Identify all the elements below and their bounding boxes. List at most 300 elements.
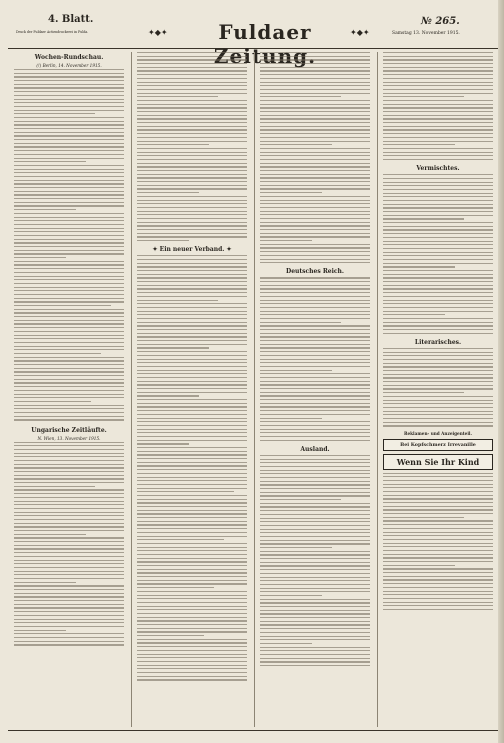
text-line: [383, 374, 493, 375]
text-line: [260, 459, 370, 460]
text-line: [14, 541, 124, 542]
section-heading: Vermischtes.: [416, 165, 460, 173]
text-line: [137, 572, 247, 573]
article-text: [14, 69, 124, 421]
text-line: [137, 583, 247, 584]
text-line: [260, 406, 370, 407]
text-line: [137, 609, 247, 610]
text-line: [260, 514, 370, 515]
text-line: [137, 440, 247, 441]
text-line: [137, 170, 247, 171]
text-line: [14, 110, 124, 111]
text-line: [137, 174, 247, 175]
text-line: [137, 126, 247, 127]
text-line: [260, 414, 370, 415]
text-line: [260, 333, 370, 334]
text-line: [383, 318, 493, 319]
text-line: [260, 118, 370, 119]
text-line: [260, 617, 370, 618]
text-line: [137, 528, 247, 529]
text-line: [137, 576, 247, 577]
text-line: [260, 370, 332, 371]
text-line: [137, 631, 247, 632]
text-line: [14, 405, 124, 406]
text-line: [383, 484, 493, 485]
text-line: [260, 133, 370, 134]
text-line: [383, 126, 493, 127]
section-heading: Ungarische Zeitläufte.: [31, 426, 107, 434]
text-line: [14, 298, 124, 299]
text-line: [14, 312, 124, 313]
text-line: [137, 499, 247, 500]
text-line: [260, 643, 312, 644]
text-line: [260, 288, 370, 289]
text-line: [137, 351, 247, 352]
text-line: [137, 207, 247, 208]
text-line: [260, 211, 370, 212]
text-line: [260, 126, 370, 127]
text-line: [137, 93, 247, 94]
text-line: [383, 524, 493, 525]
text-line: [14, 560, 124, 561]
text-line: [383, 572, 493, 573]
text-line: [137, 547, 247, 548]
text-line: [137, 650, 247, 651]
text-line: [14, 456, 124, 457]
text-line: [383, 400, 493, 401]
text-line: [14, 165, 124, 166]
text-line: [260, 281, 370, 282]
text-line: [14, 290, 124, 291]
issue-date: Samstag 13. November 1915.: [392, 31, 460, 36]
text-line: [383, 587, 493, 588]
text-line: [137, 654, 247, 655]
text-line: [383, 535, 493, 536]
text-line: [14, 364, 124, 365]
text-line: [14, 95, 124, 96]
text-line: [260, 658, 370, 659]
text-line: [137, 218, 247, 219]
text-line: [383, 281, 493, 282]
text-line: [260, 155, 370, 156]
text-line: [137, 406, 247, 407]
text-line: [383, 352, 493, 353]
text-line: [14, 360, 124, 361]
text-line: [137, 558, 247, 559]
text-line: [260, 185, 370, 186]
text-line: [14, 73, 124, 74]
text-line: [383, 333, 493, 334]
text-line: [137, 229, 247, 230]
text-line: [14, 530, 124, 531]
text-line: [260, 159, 370, 160]
text-line: [137, 155, 247, 156]
text-line: [383, 385, 493, 386]
text-line: [14, 589, 124, 590]
text-line: [14, 113, 95, 114]
text-line: [383, 263, 493, 264]
text-line: [383, 355, 493, 356]
text-line: [137, 78, 247, 79]
newspaper-title: Fuldaer: [218, 20, 312, 44]
text-line: [260, 329, 370, 330]
text-line: [137, 307, 247, 308]
text-line: [14, 626, 124, 627]
text-line: [14, 486, 95, 487]
text-line: [137, 436, 247, 437]
text-line: [14, 217, 124, 218]
text-line: [14, 556, 124, 557]
text-line: [383, 56, 493, 57]
text-line: [137, 152, 247, 153]
text-line: [137, 118, 247, 119]
text-line: [383, 480, 493, 481]
text-line: [260, 565, 370, 566]
text-line: [14, 239, 124, 240]
text-line: [14, 445, 124, 446]
text-line: [14, 150, 124, 151]
text-line: [137, 311, 247, 312]
column-2: [137, 52, 247, 683]
text-line: [137, 274, 247, 275]
text-line: [383, 63, 493, 64]
text-line: [137, 325, 247, 326]
article-text: [137, 255, 247, 680]
text-line: [260, 532, 370, 533]
text-line: [14, 371, 124, 372]
text-line: [137, 421, 247, 422]
text-line: [383, 348, 493, 349]
text-line: [383, 222, 493, 223]
text-line: [383, 296, 493, 297]
text-line: [383, 152, 493, 153]
text-line: [14, 353, 101, 354]
text-line: [137, 163, 247, 164]
text-line: [14, 644, 124, 645]
text-line: [137, 96, 218, 97]
text-line: [137, 624, 247, 625]
text-line: [383, 513, 493, 514]
text-line: [137, 635, 204, 636]
text-line: [383, 502, 493, 503]
text-line: [137, 414, 247, 415]
text-line: [383, 185, 493, 186]
text-line: [383, 414, 493, 415]
text-line: [260, 314, 370, 315]
text-line: [14, 180, 124, 181]
text-line: [14, 574, 124, 575]
text-line: [14, 460, 124, 461]
text-line: [137, 285, 247, 286]
column-rule: [254, 52, 255, 727]
text-line: [137, 89, 247, 90]
text-line: [14, 268, 124, 269]
text-line: [137, 425, 247, 426]
text-line: [14, 154, 124, 155]
text-line: [137, 488, 247, 489]
text-line: [14, 394, 124, 395]
text-line: [14, 641, 124, 642]
text-line: [14, 276, 124, 277]
text-line: [383, 204, 493, 205]
text-line: [14, 519, 124, 520]
text-line: [260, 78, 370, 79]
text-line: [14, 585, 124, 586]
text-line: [383, 322, 493, 323]
text-line: [14, 250, 124, 251]
text-line: [137, 550, 247, 551]
text-line: [137, 314, 247, 315]
text-line: [137, 642, 247, 643]
text-line: [260, 647, 370, 648]
text-line: [383, 59, 493, 60]
text-line: [260, 610, 370, 611]
text-line: [137, 569, 247, 570]
text-line: [14, 202, 124, 203]
text-line: [260, 366, 370, 367]
dateline: N. Wien, 13. November 1915.: [37, 435, 101, 441]
text-line: [137, 524, 247, 525]
text-line: [383, 598, 493, 599]
text-line: [260, 89, 370, 90]
text-line: [137, 296, 247, 297]
text-line: [14, 224, 124, 225]
text-line: [260, 429, 370, 430]
text-line: [260, 525, 370, 526]
text-line: [14, 512, 124, 513]
text-line: [14, 279, 124, 280]
text-line: [383, 520, 493, 521]
text-line: [260, 551, 370, 552]
text-line: [14, 191, 124, 192]
text-line: [260, 141, 370, 142]
text-line: [383, 118, 493, 119]
text-line: [14, 390, 124, 391]
text-line: [260, 521, 370, 522]
text-line: [383, 89, 493, 90]
text-line: [383, 576, 493, 577]
text-line: [137, 510, 247, 511]
text-line: [260, 207, 370, 208]
text-line: [137, 679, 247, 680]
text-line: [260, 628, 370, 629]
text-line: [383, 543, 493, 544]
text-line: [260, 225, 370, 226]
text-line: [260, 484, 370, 485]
section-heading: Literarisches.: [414, 338, 462, 346]
text-line: [137, 288, 247, 289]
text-line: [137, 277, 247, 278]
footer-rule: [8, 730, 498, 731]
text-line: [137, 214, 247, 215]
text-line: [383, 370, 493, 371]
text-line: [137, 595, 247, 596]
text-line: [14, 143, 124, 144]
text-line: [260, 259, 370, 260]
text-line: [260, 144, 332, 145]
text-line: [14, 176, 124, 177]
text-line: [137, 373, 247, 374]
text-line: [137, 620, 247, 621]
text-line: [14, 416, 124, 417]
text-line: [383, 568, 493, 569]
text-line: [14, 117, 124, 118]
text-line: [260, 351, 370, 352]
text-line: [260, 359, 370, 360]
text-line: [14, 357, 124, 358]
text-line: [260, 177, 370, 178]
text-line: [260, 636, 370, 637]
text-line: [137, 506, 247, 507]
text-line: [137, 137, 247, 138]
text-line: [137, 318, 247, 319]
text-line: [137, 462, 247, 463]
text-line: [260, 562, 370, 563]
text-line: [260, 122, 370, 123]
text-line: [137, 148, 247, 149]
text-line: [260, 104, 370, 105]
text-line: [383, 137, 493, 138]
text-line: [137, 561, 247, 562]
text-line: [137, 392, 247, 393]
text-line: [137, 322, 247, 323]
text-line: [260, 547, 332, 548]
article-text: [260, 52, 370, 263]
text-line: [383, 300, 493, 301]
text-line: [260, 654, 370, 655]
text-line: [260, 421, 370, 422]
text-line: [137, 255, 247, 256]
text-line: [14, 272, 124, 273]
text-line: [260, 63, 370, 64]
text-line: [383, 546, 493, 547]
text-line: [14, 475, 124, 476]
text-line: [137, 259, 247, 260]
text-line: [14, 327, 124, 328]
text-line: [14, 386, 124, 387]
text-line: [14, 99, 124, 100]
text-line: [383, 226, 493, 227]
text-line: [14, 464, 124, 465]
text-line: [14, 194, 124, 195]
text-line: [260, 577, 370, 578]
text-line: [383, 141, 493, 142]
text-line: [383, 303, 493, 304]
text-line: [14, 582, 76, 583]
text-line: [14, 368, 124, 369]
text-line: [137, 336, 247, 337]
text-line: [260, 591, 370, 592]
text-line: [14, 91, 124, 92]
text-line: [383, 229, 493, 230]
text-line: [14, 242, 124, 243]
text-line: [383, 233, 493, 234]
text-line: [260, 218, 370, 219]
text-line: [137, 233, 247, 234]
text-line: [383, 609, 493, 610]
text-line: [383, 561, 493, 562]
text-line: [137, 100, 247, 101]
text-line: [260, 240, 312, 241]
text-line: [383, 594, 493, 595]
text-line: [137, 225, 247, 226]
text-line: [14, 408, 124, 409]
text-line: [383, 274, 493, 275]
text-line: [260, 388, 370, 389]
text-line: [383, 193, 493, 194]
text-line: [260, 573, 370, 574]
text-line: [260, 613, 370, 614]
text-line: [383, 196, 493, 197]
text-line: [260, 455, 370, 456]
text-line: [383, 506, 493, 507]
text-line: [14, 231, 124, 232]
text-line: [383, 104, 493, 105]
advertisement: [383, 439, 493, 451]
text-line: [383, 241, 493, 242]
text-line: [137, 281, 247, 282]
text-line: [383, 407, 493, 408]
text-line: [260, 632, 370, 633]
masthead: [8, 14, 498, 49]
text-line: [260, 488, 370, 489]
text-line: [137, 539, 224, 540]
text-line: [383, 74, 493, 75]
text-line: [383, 255, 493, 256]
text-line: [260, 192, 322, 193]
text-line: [137, 543, 247, 544]
text-line: [260, 100, 370, 101]
text-line: [14, 261, 124, 262]
text-line: [260, 347, 370, 348]
text-line: [260, 569, 370, 570]
text-line: [14, 534, 86, 535]
text-line: [14, 128, 124, 129]
text-line: [137, 166, 247, 167]
text-line: [383, 144, 455, 145]
text-line: [14, 375, 124, 376]
text-line: [383, 557, 493, 558]
text-line: [260, 325, 370, 326]
text-line: [260, 418, 322, 419]
text-line: [14, 607, 124, 608]
text-line: [383, 565, 455, 566]
text-line: [14, 316, 124, 317]
column-4: [383, 52, 493, 613]
text-line: [260, 222, 370, 223]
text-line: [14, 169, 124, 170]
text-line: [137, 236, 247, 237]
text-line: [137, 52, 247, 53]
text-line: [137, 665, 247, 666]
text-line: [137, 107, 247, 108]
text-line: [260, 322, 341, 323]
text-line: [260, 229, 370, 230]
text-line: [383, 218, 464, 219]
text-line: [383, 93, 493, 94]
sheet-number: 4. Blatt.: [48, 14, 94, 25]
text-line: [137, 617, 247, 618]
text-line: [260, 518, 370, 519]
text-line: [137, 292, 247, 293]
text-line: [14, 301, 124, 302]
text-line: [260, 381, 370, 382]
text-line: [383, 285, 493, 286]
text-line: [383, 82, 493, 83]
text-line: [14, 545, 124, 546]
text-line: [14, 449, 124, 450]
text-line: [260, 362, 370, 363]
